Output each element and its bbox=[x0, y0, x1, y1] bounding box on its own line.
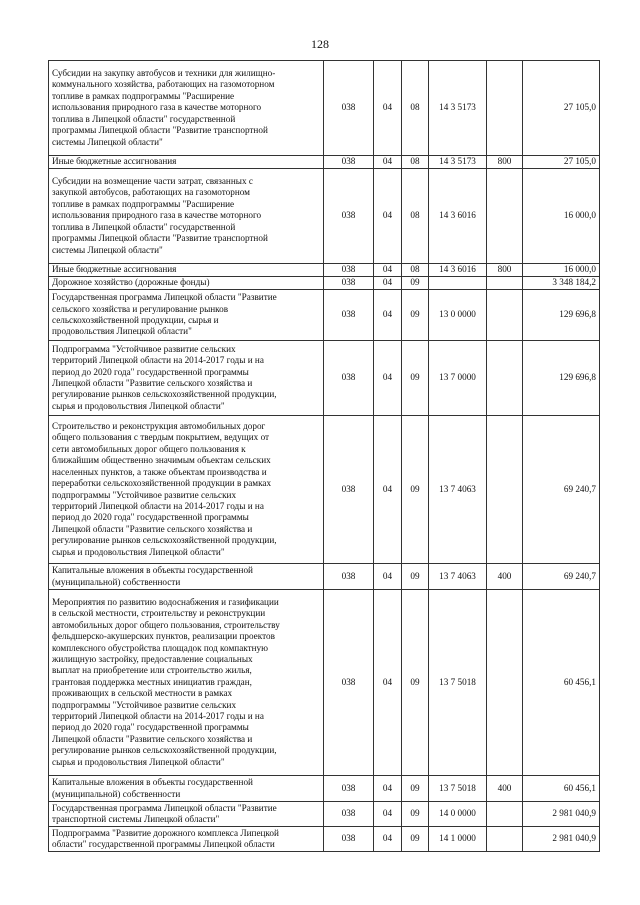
row-name-line: программы Липецкой области "Развитие транспортной bbox=[52, 125, 268, 136]
section-cell: 04 bbox=[374, 61, 402, 156]
row-name-line: регулирование рынков сельскохозяйственной продукции, bbox=[52, 389, 277, 400]
row-name-line: сырья и продовольствия Липецкой области" bbox=[52, 756, 225, 767]
grbs-cell: 038 bbox=[324, 169, 374, 264]
row-name-cell bbox=[49, 277, 324, 290]
grbs-cell: 038 bbox=[324, 776, 374, 802]
amount-cell: 16 000,0 bbox=[523, 169, 600, 264]
row-name-line: транспортной системы Липецкой области" bbox=[52, 814, 220, 824]
subsection-cell: 09 bbox=[402, 590, 429, 776]
grbs-cell: 038 bbox=[324, 827, 374, 852]
row-name-line: Липецкой области "Развитие сельского хозяйства и bbox=[52, 733, 253, 744]
amount-cell: 69 240,7 bbox=[523, 416, 600, 564]
row-name-line: комплексного обустройства площадок под компактную bbox=[52, 642, 269, 653]
target-article-cell: 14 3 5173 bbox=[429, 61, 487, 156]
grbs-cell: 038 bbox=[324, 290, 374, 341]
table-row bbox=[49, 590, 600, 776]
row-name-line: проживающих в сельской местности в рамках bbox=[52, 688, 233, 699]
row-name-line: жилищную застройку, предоставление социальных bbox=[52, 653, 253, 664]
amount-cell: 2 981 040,9 bbox=[523, 827, 600, 852]
table-row bbox=[49, 264, 600, 277]
target-article-cell: 14 3 6016 bbox=[429, 169, 487, 264]
section-cell: 04 bbox=[374, 590, 402, 776]
row-name-line: подпрограммы "Устойчивое развитие сельских bbox=[52, 489, 237, 500]
row-name-line: программы Липецкой области "Развитие транспортной bbox=[52, 233, 268, 244]
table-row bbox=[49, 776, 600, 802]
section-cell: 04 bbox=[374, 416, 402, 564]
row-name-line: (муниципальной) собственности bbox=[52, 576, 181, 587]
row-name-line: территорий Липецкой области на 2014-2017 годы и на bbox=[52, 500, 264, 511]
subsection-cell: 08 bbox=[402, 156, 429, 169]
subsection-cell: 08 bbox=[402, 61, 429, 156]
row-name-line: сельскохозяйственной продукции, сырья и bbox=[52, 315, 219, 325]
row-name-line: ближайшим общественно значимым объектам сельских bbox=[52, 455, 271, 466]
row-name-line: период до 2020 года" государственной программы bbox=[52, 512, 249, 523]
row-name-line: период до 2020 года" государственной программы bbox=[52, 366, 249, 377]
row-name-line: Государственная программа Липецкой области "Развитие bbox=[52, 292, 277, 303]
row-name-line: сырья и продовольствия Липецкой области" bbox=[52, 400, 225, 411]
expense-type-cell bbox=[487, 827, 523, 852]
grbs-cell: 038 bbox=[324, 590, 374, 776]
table-row bbox=[49, 341, 600, 416]
amount-cell: 16 000,0 bbox=[523, 264, 600, 277]
row-name-line: период до 2020 года" государственной программы bbox=[52, 722, 249, 733]
row-name-line: Подпрограмма "Развитие дорожного комплекса Липецкой bbox=[52, 827, 279, 838]
amount-cell: 27 105,0 bbox=[523, 156, 600, 169]
row-name-line: топливе в рамках подпрограммы "Расширение bbox=[52, 198, 235, 209]
expense-type-cell bbox=[487, 277, 523, 290]
row-name-line: Мероприятия по развитию водоснабжения и газификации bbox=[52, 596, 279, 607]
row-name-line: Государственная программа Липецкой области "Развитие bbox=[52, 802, 277, 813]
amount-cell: 27 105,0 bbox=[523, 61, 600, 156]
subsection-cell: 08 bbox=[402, 264, 429, 277]
expense-type-cell: 400 bbox=[487, 564, 523, 590]
row-name-line: Субсидии на возмещение части затрат, связанных с bbox=[52, 176, 253, 187]
row-name-line: сырья и продовольствия Липецкой области" bbox=[52, 546, 225, 557]
row-name-line: Капитальные вложения в объекты государственной bbox=[52, 565, 253, 576]
table-row bbox=[49, 290, 600, 341]
amount-cell: 69 240,7 bbox=[523, 564, 600, 590]
section-cell: 04 bbox=[374, 776, 402, 802]
expense-type-cell: 800 bbox=[487, 156, 523, 169]
row-name-cell bbox=[49, 61, 324, 156]
expense-type-cell bbox=[487, 290, 523, 341]
table-row bbox=[49, 156, 600, 169]
row-name-line: Строительство и реконструкция автомобильных дорог bbox=[52, 421, 266, 432]
row-name-line: выплат на приобретение или строительство жилья, bbox=[52, 665, 252, 676]
section-cell: 04 bbox=[374, 169, 402, 264]
target-article-cell: 14 1 0000 bbox=[429, 827, 487, 852]
row-name-line: использования природного газа в качестве моторного bbox=[52, 210, 262, 221]
subsection-cell: 09 bbox=[402, 827, 429, 852]
row-name-line: населенных пунктов, а также объектам производства и bbox=[52, 466, 267, 477]
row-name-line: системы Липецкой области" bbox=[52, 244, 163, 255]
subsection-cell: 09 bbox=[402, 776, 429, 802]
section-cell: 04 bbox=[374, 827, 402, 852]
section-cell: 04 bbox=[374, 277, 402, 290]
target-article-cell: 13 7 5018 bbox=[429, 776, 487, 802]
target-article-cell: 14 3 5173 bbox=[429, 156, 487, 169]
subsection-cell: 09 bbox=[402, 564, 429, 590]
row-name-line: коммунального хозяйства, работающих на газомоторном bbox=[52, 79, 275, 90]
row-name-cell bbox=[49, 341, 324, 416]
row-name-cell bbox=[49, 169, 324, 264]
row-name-line: подпрограммы "Устойчивое развитие сельских bbox=[52, 699, 237, 710]
row-name-line: (муниципальной) собственности bbox=[52, 788, 181, 799]
target-article-cell bbox=[429, 277, 487, 290]
amount-cell: 3 348 184,2 bbox=[523, 277, 600, 290]
expense-type-cell bbox=[487, 802, 523, 827]
row-name-line: грантовая поддержка местных инициатив граждан, bbox=[52, 676, 252, 687]
subsection-cell: 09 bbox=[402, 802, 429, 827]
subsection-cell: 08 bbox=[402, 169, 429, 264]
row-name-line: продовольствия Липецкой области" bbox=[52, 326, 192, 337]
row-name-line: Подпрограмма "Устойчивое развитие сельских bbox=[52, 343, 236, 354]
table-row bbox=[49, 802, 600, 827]
row-name-cell bbox=[49, 776, 324, 802]
row-name-line: топлива в Липецкой области" государственной bbox=[52, 221, 236, 232]
page-number: 128 bbox=[311, 37, 329, 51]
target-article-cell: 13 7 4063 bbox=[429, 564, 487, 590]
section-cell: 04 bbox=[374, 264, 402, 277]
subsection-cell: 09 bbox=[402, 416, 429, 564]
grbs-cell: 038 bbox=[324, 564, 374, 590]
expense-type-cell: 800 bbox=[487, 264, 523, 277]
row-name-line: Иные бюджетные ассигнования bbox=[52, 156, 177, 167]
expense-type-cell: 400 bbox=[487, 776, 523, 802]
row-name-line: Иные бюджетные ассигнования bbox=[52, 264, 177, 275]
expense-type-cell bbox=[487, 590, 523, 776]
target-article-cell: 14 0 0000 bbox=[429, 802, 487, 827]
row-name-line: фельдшерско-акушерских пунктов, реализации проектов bbox=[52, 631, 275, 642]
table-row bbox=[49, 416, 600, 564]
target-article-cell: 13 7 5018 bbox=[429, 590, 487, 776]
row-name-line: регулирование рынков сельскохозяйственной продукции, bbox=[52, 745, 277, 756]
row-name-cell bbox=[49, 264, 324, 277]
grbs-cell: 038 bbox=[324, 416, 374, 564]
grbs-cell: 038 bbox=[324, 61, 374, 156]
row-name-line: закупкой автобусов, работающих на газомоторном bbox=[52, 187, 250, 198]
row-name-line: топливе в рамках подпрограммы "Расширение bbox=[52, 90, 235, 101]
section-cell: 04 bbox=[374, 290, 402, 341]
amount-cell: 60 456,1 bbox=[523, 776, 600, 802]
amount-cell: 129 696,8 bbox=[523, 341, 600, 416]
table-row bbox=[49, 564, 600, 590]
grbs-cell: 038 bbox=[324, 156, 374, 169]
target-article-cell: 13 7 4063 bbox=[429, 416, 487, 564]
subsection-cell: 09 bbox=[402, 341, 429, 416]
target-article-cell: 14 3 6016 bbox=[429, 264, 487, 277]
row-name-line: территорий Липецкой области на 2014-2017 годы и на bbox=[52, 711, 264, 722]
grbs-cell: 038 bbox=[324, 264, 374, 277]
row-name-cell bbox=[49, 590, 324, 776]
section-cell: 04 bbox=[374, 802, 402, 827]
row-name-line: Капитальные вложения в объекты государственной bbox=[52, 777, 253, 788]
expense-type-cell bbox=[487, 169, 523, 264]
amount-cell: 60 456,1 bbox=[523, 590, 600, 776]
table-row bbox=[49, 827, 600, 852]
expense-type-cell bbox=[487, 61, 523, 156]
row-name-cell bbox=[49, 827, 324, 852]
row-name-cell bbox=[49, 564, 324, 590]
row-name-line: сети автомобильных дорог общего пользования к bbox=[52, 443, 246, 454]
expense-type-cell bbox=[487, 416, 523, 564]
row-name-line: области" государственной программы Липецкой области bbox=[52, 839, 275, 849]
row-name-cell bbox=[49, 802, 324, 827]
row-name-line: сельского хозяйства и регулирование рынков bbox=[52, 303, 229, 314]
section-cell: 04 bbox=[374, 564, 402, 590]
budget-table bbox=[48, 60, 600, 852]
table-row bbox=[49, 277, 600, 290]
row-name-line: в сельской местности, строительству и реконструкции bbox=[52, 608, 266, 619]
grbs-cell: 038 bbox=[324, 277, 374, 290]
row-name-line: системы Липецкой области" bbox=[52, 136, 163, 147]
grbs-cell: 038 bbox=[324, 802, 374, 827]
amount-cell: 129 696,8 bbox=[523, 290, 600, 341]
row-name-line: топлива в Липецкой области" государственной bbox=[52, 113, 236, 124]
subsection-cell: 09 bbox=[402, 290, 429, 341]
grbs-cell: 038 bbox=[324, 341, 374, 416]
row-name-line: Липецкой области "Развитие сельского хозяйства и bbox=[52, 523, 253, 534]
table-row bbox=[49, 169, 600, 264]
subsection-cell: 09 bbox=[402, 277, 429, 290]
target-article-cell: 13 0 0000 bbox=[429, 290, 487, 341]
section-cell: 04 bbox=[374, 341, 402, 416]
row-name-line: Дорожное хозяйство (дорожные фонды) bbox=[52, 277, 210, 288]
expense-type-cell bbox=[487, 341, 523, 416]
row-name-cell bbox=[49, 290, 324, 341]
target-article-cell: 13 7 0000 bbox=[429, 341, 487, 416]
row-name-line: общего пользования с твердым покрытием, ведущих от bbox=[52, 432, 270, 443]
row-name-line: территорий Липецкой области на 2014-2017 годы и на bbox=[52, 355, 264, 366]
row-name-line: переработки сельскохозяйственной продукции в рамках bbox=[52, 478, 272, 489]
row-name-line: автомобильных дорог общего пользования, строительству bbox=[52, 619, 280, 630]
section-cell: 04 bbox=[374, 156, 402, 169]
row-name-cell bbox=[49, 156, 324, 169]
row-name-cell bbox=[49, 416, 324, 564]
row-name-line: Субсидии на закупку автобусов и техники для жилищно- bbox=[52, 68, 276, 79]
amount-cell: 2 981 040,9 bbox=[523, 802, 600, 827]
table-row bbox=[49, 61, 600, 156]
row-name-line: использования природного газа в качестве моторного bbox=[52, 102, 262, 113]
row-name-line: Липецкой области "Развитие сельского хозяйства и bbox=[52, 378, 253, 388]
row-name-line: регулирование рынков сельскохозяйственной продукции, bbox=[52, 535, 277, 546]
